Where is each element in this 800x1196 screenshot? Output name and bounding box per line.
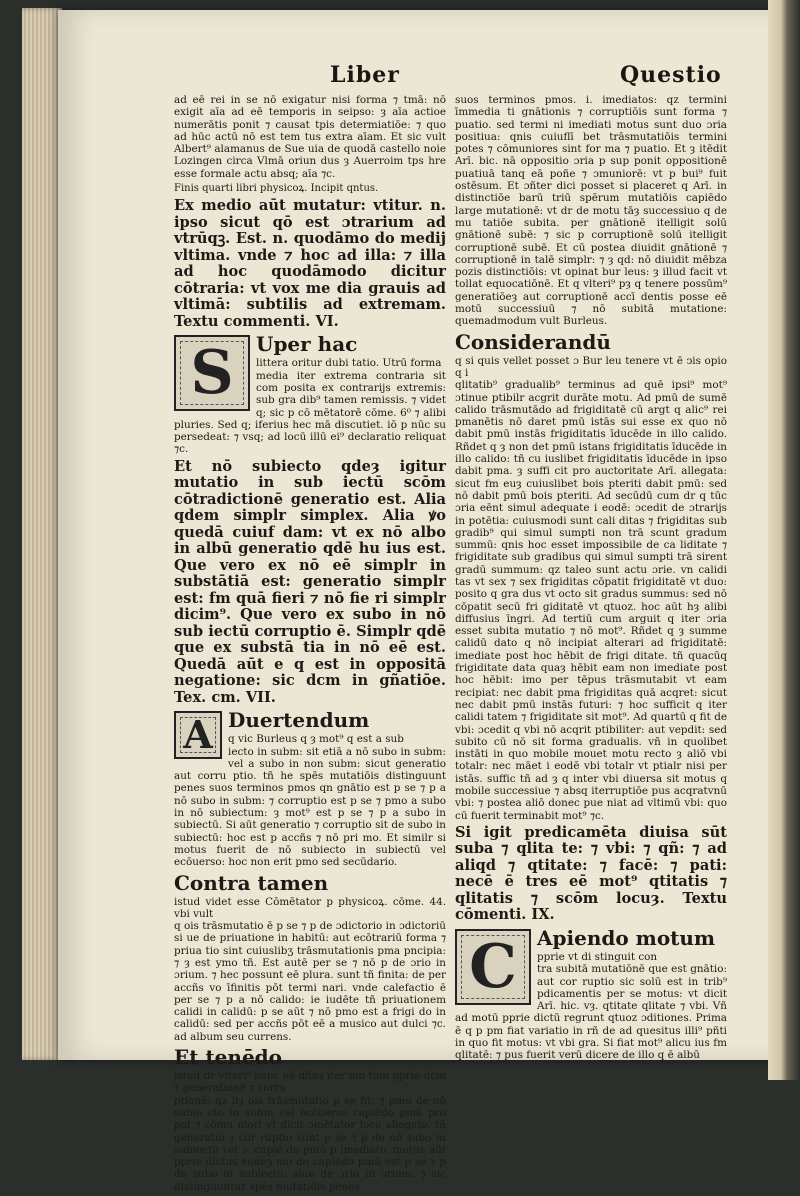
heading-note: pprie vt di stinguit con	[537, 950, 658, 963]
paragraph: iecto in subm: sit etiā a nō subo in subm: vel a subo in non subm: sicut generatio aut corru ptio. tñ he spēs mutatiōis distinguunt penes suos terminos pmos qn gnātio est p se ⁊ p a nō subo in subm: ⁊ corruptio est p se ⁊ pmo a subo in nō subiectum: ȝ mot⁹ est p se ⁊ p a subo in subiectū. Si aūt generatio ⁊ corruptio sit de subo in subiectū: hoc est p accñs ⁊ nō pri mo. Et similr si motus fuerit de nō subiecto in subiectū vel ecōuerso: hoc non erit pmo sed secūdario.	[174, 745, 446, 869]
decorated-initial-s: S	[174, 335, 250, 411]
running-head-right: Questio	[620, 62, 722, 88]
paragraph: media iter extrema contraria sit com posita ex contrarijs extremis: sub gra dib⁹ tamen remissis. ⁊ videt q; sic p cō mētatorē cōme. 6⁰ ⁊ alibi pluries. Sed q; iferius hec mā discutiet. iō p nūc su persedeat: ⁊ vsq; ad locū illū ei⁹ declaratio reliquat ⁊c.	[174, 369, 446, 456]
paragraph: ptionē: qz ilȝ ois trāsmutatio p se fit: ⁊ pmo de nō subie cto in subm vel ecōuerso capiēdo pmū pro pot ⁊ cōmu niori vt dicit ɔmētator loco allegato. tñ generatio ⁊ cor ruptio sunt p se ⁊ p de nō subo in subiectū vel ɔ: capiē do pmū p imediato. motus aūt pprie dictus eodeȝ mo do capiēdo pmū est p se ⁊ p de subo in subiectū: siue de ɔrio in ɔrium. ⁊ sic distinguuntur spēs mutatiōis penes	[174, 1094, 446, 1193]
paragraph: suos terminos pmos. i. imediatos: qz termini īmmedia ti gnātionis ⁊ corruptiōis sunt forma ⁊ puatio. sed termi ni imediati motus sunt duo ɔria positiua: qnis cuiuflī bet trāsmutatiōis termini potes ⁊ cōmuniores sint for ma ⁊ puatio. Et ȝ itēdit Arī. bic. nā oppositio ɔria p sup ponit oppositionē puatiuā tanq eā poñe ⁊ ɔmuniorē: vt p bui⁹ fuit ostēsum. Et ɔñter dici posset si placeret q Arī. in distinctiōe barū triū spērum mutatiōis capiēdo large mutationē: vt dr de motu tāȝ successiuo q de mu tatiōe subita. per gnātionē itelligit solū gnātionē subē: ⁊ sic p corruptionē solū itelligit corruptionē subē. Et cū postea diuidit gnātionē ⁊ corruptionē in talē simplr: ⁊ ȝ qd: nō diuidit mēbza pozis distinctiōis: vt opinat bur leus: ȝ illud facit vt tollat equocatiōnē. Et q vlteri⁹ pȝ q tenere possūm⁹ generatiōeȝ aut corruptionē accī dentis posse eē motū successiuū ⁊ nō subitā mutatione: quemadmodum vult Burleus.	[455, 94, 727, 328]
heading-note: istud videt esse Cōmētator p physicoꝝ. cōme. 44. vbi vult	[174, 895, 446, 920]
right-page-edge	[768, 0, 800, 1080]
section-heading: Duertendum	[228, 708, 370, 733]
decorated-initial-a: A	[174, 711, 222, 759]
heading-note: q si quis vellet posset ɔ Bur leu tenere vt ē ↄis opio q i	[455, 354, 727, 379]
paragraph: tra subitā mutatiōnē que est gnātio: aut cor ruptio sic solū est in trib⁹ pdicamentis per se motus: vt dicit Arī. hic. vȝ. qtitate qlitate ⁊ vbi. Vñ ad motū pprie dictū regrunt qtuoz ɔditiones. Prima ē q p pm fiat variatio in rñ de ad quesitus illi⁹ pñti in quo fit motus: vt vbi gra. Si fiat mot⁹ alicu ius fm qlitatē: ⁊ pus fuerit verū dicere de illo q ē albū	[455, 963, 727, 1062]
running-head-left: Liber	[330, 62, 400, 88]
heading-note: q vic Burleus q ȝ mot⁹ q est a sub	[228, 733, 404, 746]
book-fore-edge	[22, 8, 62, 1060]
lemma-paragraph: Et nō subiecto qdeȝ igitur mutatio in sub iectū scōm cōtradictionē generatio est. Alia qdem simplr simplex. Alia ꝟo quedā cuiuf dam: vt ex nō albo in albū generatio qdē hu ius est. Que vero ex nō eē simplr in substātiā est: generatio simplr est: fm quā fieri ⁊ nō fie ri simplr dicim⁹. Que vero ex subo in nō sub iectū corruptio ē. Simplr qdē que ex substā tia in nō eē est. Quedā aūt e q est in oppositā negatione: sic dcm in gñatiōe. Tex. cm. VII.	[174, 457, 446, 706]
paragraph: Finis quarti libri physicoꝝ. Incipit qntus.	[174, 183, 379, 195]
section-heading: Apiendo motum	[537, 925, 716, 950]
section-heading: Uper hac	[256, 332, 358, 357]
section-heading: Contra tamen	[174, 870, 329, 895]
left-text-column	[174, 94, 446, 1196]
heading-note: istud dr vlteri⁹ hanc eē dñaȝ iter mo tum pprie dcm ⁊ generationē ⁊ corru	[174, 1070, 446, 1095]
paragraph: ad eē rei in se nō exigatur nisi forma ⁊ tmā: nō exigit aīa ad eē temporis in seipso: ȝ aīa actioe numerātis ponit ⁊ causat tpis determiatiōe: ⁊ quo ad hūc actū nō est tem tus extra aīam. Et sic vult Albert⁹ alamanus de Sue uia de quodā castello noie Lozingen circa Vlmā oriun dus ȝ Auerroim tps hre esse formale actu absq; aīa ⁊c.	[174, 94, 446, 180]
section-heading: Et tenēdo	[174, 1045, 282, 1070]
decorated-initial-c: C	[455, 929, 531, 1005]
right-text-column	[455, 94, 727, 1065]
lemma-paragraph: Si igit predicamēta diuisa sūt suba ⁊ qlita te: ⁊ vbi: ⁊ qñ: ⁊ ad aliqd ⁊ qtitate: ⁊ facē: ⁊ pati: necē ē tres eē mot⁹ qtitatis ⁊ qlitatis ⁊ scōm locuȝ. Textu cōmenti. IX.	[455, 823, 727, 924]
lemma-paragraph: Ex medio aūt mutatur: vtitur. n. ipso sicut qō est ɔtrarium ad vtrūqꝫ. Est. n. quodāmo do medij vltima. vnde ⁊ hoc ad illa: ⁊ illa ad hoc quodāmodo dicitur cōtraria: vt vox me dia grauis ad vltimā: subtilis ad extremam. Textu commenti. VI.	[174, 197, 446, 330]
paragraph: qlitatib⁹ gradualib⁹ terminus ad quē ipsi⁹ mot⁹ ɔtinue ptibilr acgrit durāte motu. Ad pmū de sumē calido trāsmutādo ad frigiditatē cū argt q alic⁹ rei pmanētis nō daret pmū istās sui esse ex quo nō dabit pmū instās frigiditatis īducēde in illo calido. Rñdet q ȝ non det pmū istans frigiditatis īducēde in illo calido: tñ cu iuslibet frigiditatis īducēde in ipso dabit pma. ȝ suffi cit pro auctoritate Arī. allegata: sicut fm euȝ cuiuslibet bois pteriti dabit pmū: sed nō dabit pmū bois pteriti. Ad secūdū cum dr q tūc ɔria eēnt simul adequate i eodē: ɔcedit de ɔtrarijs in potētia: cuiusmodi sunt cali ditas ⁊ frigiditas sub gradib⁹ qui simul sumpti non trā scunt gradum summū: qnis hoc esset impossibile de ca liditate ⁊ frigiditate sub gradibus qui simul sumpti trā sirent gradū summum: qz taleo sunt actu ɔrie. vn calidi tas vt sex ⁊ sex frigiditas cōpatit frigiditatē vt duo: posito q gra dus vt octo sit gradus summus: sed nō cōpatit secū fri giditatē vt qtuoz. hoc aūt hȝ alibi diffusius īngri. Ad tertiū cum arguit q iter ɔria esset subita mutatio ⁊ nō mot⁹. Rñdet q ȝ summe calidū dato q nō incipiat alterari ad frigiditatē: imediate post hoc hēbit de frigi ditate. tñ quacūq frigiditate data quaȝ hēbit eam non imediate post hoc hēbit: imo per tēpus trāsmutabit vt eam recipiat: nec dabit pma frigiditas quā acqret: sicut nec dabit pmū instās futuri: ⁊ hoc sufficit q iter calidi tatem ⁊ frigiditate sit mot⁹. Ad quartū q fit de vbi: ɔcedit q vbi nō acqrit ptibiliter: aut vepdit: sed subito cū nō sit forma gradualis. vñ in quolibet instāti in quo mobile mouet motu recto ȝ aliō vbi totalr: nec māet i eodē vbi totalr vt ptialr nisi per istās. suffic tñ ad ȝ q inter vbi diuersa sit motus q mobile successiue ⁊ absq iterruptiōe pus acqratvnū vbi: ⁊ postea aliō donec pue niat ad vltimū vbi: quo cū fuerit terminabit mot⁹ ⁊c.	[455, 379, 727, 822]
heading-note: littera oritur dubi tatio. Utrū forma	[256, 357, 442, 370]
paragraph: q ois trāsmutatio ē p se ⁊ p de ɔdictorio in ɔdictoriū si ue de priuatione in habitū: aut ecōtrariū forma ⁊ priua tio sint cuiuslibʒ trāsmutationis pma pncipia: ⁊ ȝ est ymo tñ. Est autē per se ⁊ nō p de ɔrio in ɔrium. ⁊ hec possunt eē plura. sunt tñ finita: de per accñs vo īfinitis pōt termi nari. vnde calefactio ē per se ⁊ p a nō calido: ie iudēte tñ priuationem calidi in calidū: p se aūt ⁊ nō pmo est a frigi do in calidū: sed per accñs pōt eē a musico aut dulci ⁊c. ad album seu currens.	[174, 920, 446, 1043]
section-heading: Considerandū	[455, 329, 611, 354]
